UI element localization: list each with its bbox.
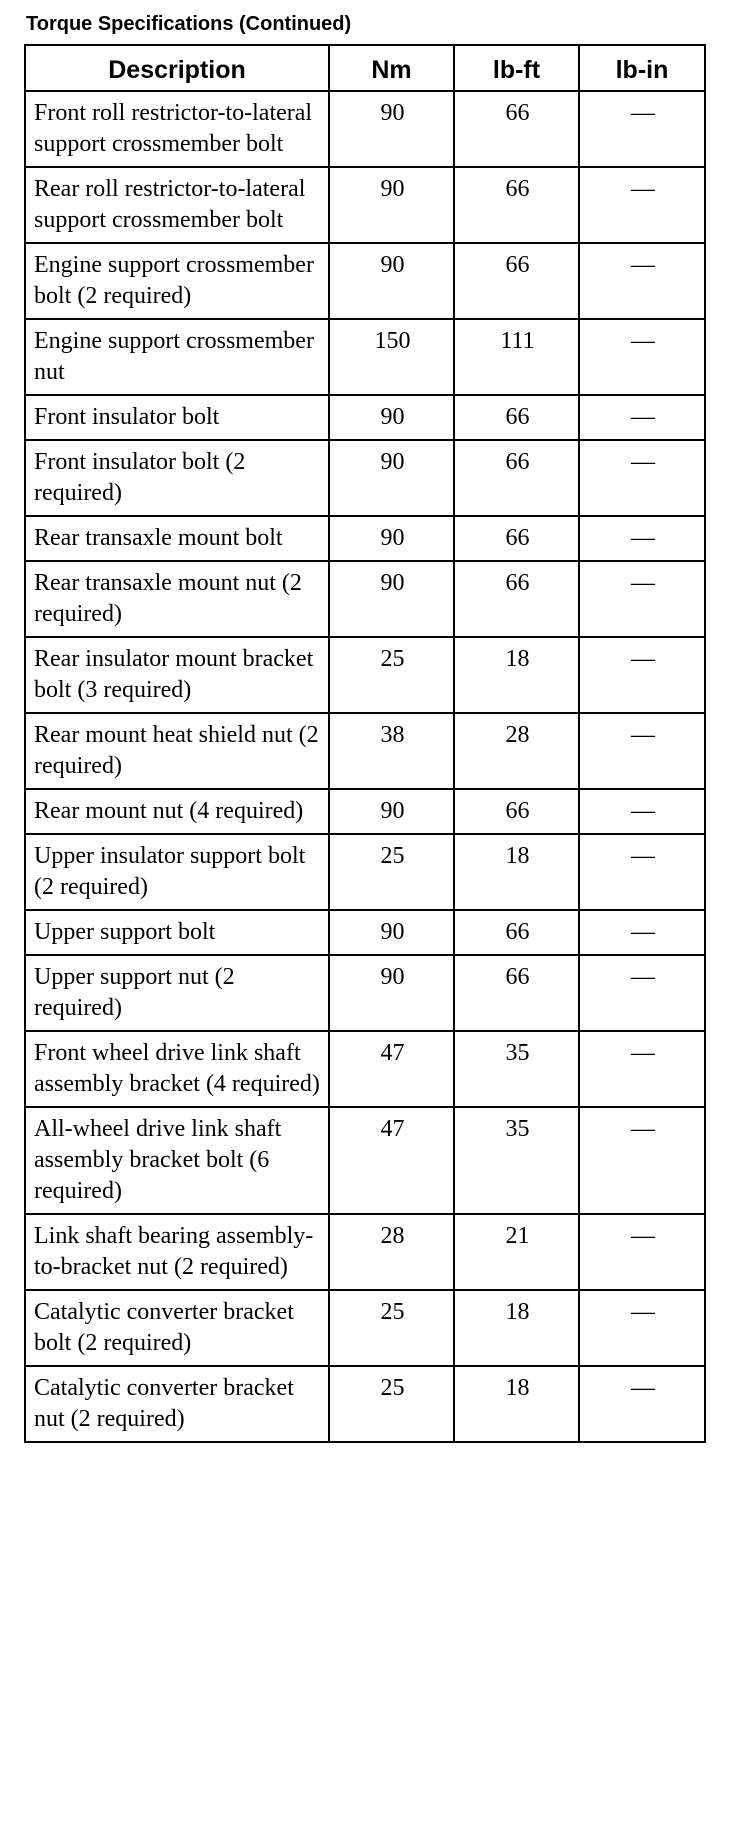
lb-ft-cell: 66 (454, 91, 579, 167)
lb-ft-cell: 66 (454, 910, 579, 955)
table-row (25, 955, 705, 1031)
lb-in-cell: — (579, 789, 705, 834)
nm-cell: 90 (329, 395, 454, 440)
table-header-row (25, 45, 705, 91)
nm-cell: 47 (329, 1031, 454, 1107)
page-title: Torque Specifications (Continued) (26, 13, 352, 35)
lb-ft-cell: 66 (454, 395, 579, 440)
lb-ft-cell: 66 (454, 955, 579, 1031)
lb-in-cell: — (579, 1290, 705, 1366)
table-row (25, 167, 705, 243)
table-body (25, 91, 705, 1442)
nm-cell: 90 (329, 955, 454, 1031)
lb-ft-cell: 18 (454, 637, 579, 713)
nm-cell: 90 (329, 789, 454, 834)
nm-cell: 28 (329, 1214, 454, 1290)
nm-cell: 150 (329, 319, 454, 395)
lb-ft-cell: 66 (454, 243, 579, 319)
table-row (25, 319, 705, 395)
lb-ft-cell: 18 (454, 1290, 579, 1366)
nm-cell: 25 (329, 637, 454, 713)
nm-cell: 25 (329, 1290, 454, 1366)
lb-in-cell: — (579, 516, 705, 561)
description-cell: Engine support crossmember nut (25, 319, 329, 395)
description-cell: Link shaft bearing assembly-to-bracket nut (2 required) (25, 1214, 329, 1290)
lb-ft-cell: 66 (454, 561, 579, 637)
nm-cell: 38 (329, 713, 454, 789)
description-cell: Front wheel drive link shaft assembly bracket (4 required) (25, 1031, 329, 1107)
column-header-lb-in: lb-in (579, 45, 705, 91)
description-cell: Front insulator bolt (25, 395, 329, 440)
lb-in-cell: — (579, 834, 705, 910)
table-row (25, 834, 705, 910)
description-cell: Engine support crossmember bolt (2 required) (25, 243, 329, 319)
lb-in-cell: — (579, 1031, 705, 1107)
nm-cell: 25 (329, 1366, 454, 1442)
table-row (25, 561, 705, 637)
description-cell: Upper support bolt (25, 910, 329, 955)
lb-in-cell: — (579, 1214, 705, 1290)
nm-cell: 90 (329, 91, 454, 167)
table-row (25, 637, 705, 713)
lb-ft-cell: 21 (454, 1214, 579, 1290)
lb-in-cell: — (579, 1107, 705, 1214)
nm-cell: 90 (329, 910, 454, 955)
lb-in-cell: — (579, 91, 705, 167)
table-row (25, 1031, 705, 1107)
description-cell: Rear transaxle mount bolt (25, 516, 329, 561)
table-row (25, 1214, 705, 1290)
nm-cell: 90 (329, 167, 454, 243)
lb-ft-cell: 66 (454, 440, 579, 516)
lb-in-cell: — (579, 319, 705, 395)
lb-ft-cell: 35 (454, 1107, 579, 1214)
description-cell: Catalytic converter bracket bolt (2 required) (25, 1290, 329, 1366)
table-row (25, 243, 705, 319)
description-cell: Upper insulator support bolt (2 required) (25, 834, 329, 910)
description-cell: Rear mount heat shield nut (2 required) (25, 713, 329, 789)
nm-cell: 90 (329, 516, 454, 561)
description-cell: Rear roll restrictor-to-lateral support crossmember bolt (25, 167, 329, 243)
lb-in-cell: — (579, 395, 705, 440)
description-cell: All-wheel drive link shaft assembly bracket bolt (6 required) (25, 1107, 329, 1214)
table-row (25, 910, 705, 955)
table-row (25, 789, 705, 834)
nm-cell: 90 (329, 440, 454, 516)
description-cell: Front roll restrictor-to-lateral support crossmember bolt (25, 91, 329, 167)
lb-ft-cell: 66 (454, 789, 579, 834)
lb-in-cell: — (579, 955, 705, 1031)
description-cell: Rear insulator mount bracket bolt (3 required) (25, 637, 329, 713)
lb-in-cell: — (579, 1366, 705, 1442)
nm-cell: 90 (329, 243, 454, 319)
lb-ft-cell: 111 (454, 319, 579, 395)
column-header-nm: Nm (329, 45, 454, 91)
table-row (25, 395, 705, 440)
torque-spec-table (24, 44, 706, 1443)
column-header-lb-ft: lb-ft (454, 45, 579, 91)
lb-ft-cell: 18 (454, 834, 579, 910)
document-page (24, 12, 704, 1443)
lb-ft-cell: 66 (454, 167, 579, 243)
column-header-description: Description (25, 45, 329, 91)
lb-ft-cell: 28 (454, 713, 579, 789)
table-row (25, 516, 705, 561)
table-row (25, 440, 705, 516)
table-row (25, 91, 705, 167)
lb-in-cell: — (579, 561, 705, 637)
description-cell: Front insulator bolt (2 required) (25, 440, 329, 516)
lb-in-cell: — (579, 440, 705, 516)
lb-ft-cell: 18 (454, 1366, 579, 1442)
table-row (25, 1107, 705, 1214)
lb-in-cell: — (579, 637, 705, 713)
lb-ft-cell: 66 (454, 516, 579, 561)
description-cell: Rear mount nut (4 required) (25, 789, 329, 834)
nm-cell: 90 (329, 561, 454, 637)
table-row (25, 1290, 705, 1366)
nm-cell: 47 (329, 1107, 454, 1214)
description-cell: Rear transaxle mount nut (2 required) (25, 561, 329, 637)
table-row (25, 713, 705, 789)
lb-in-cell: — (579, 713, 705, 789)
table-row (25, 1366, 705, 1442)
description-cell: Upper support nut (2 required) (25, 955, 329, 1031)
lb-in-cell: — (579, 243, 705, 319)
lb-in-cell: — (579, 167, 705, 243)
lb-ft-cell: 35 (454, 1031, 579, 1107)
lb-in-cell: — (579, 910, 705, 955)
nm-cell: 25 (329, 834, 454, 910)
description-cell: Catalytic converter bracket nut (2 required) (25, 1366, 329, 1442)
